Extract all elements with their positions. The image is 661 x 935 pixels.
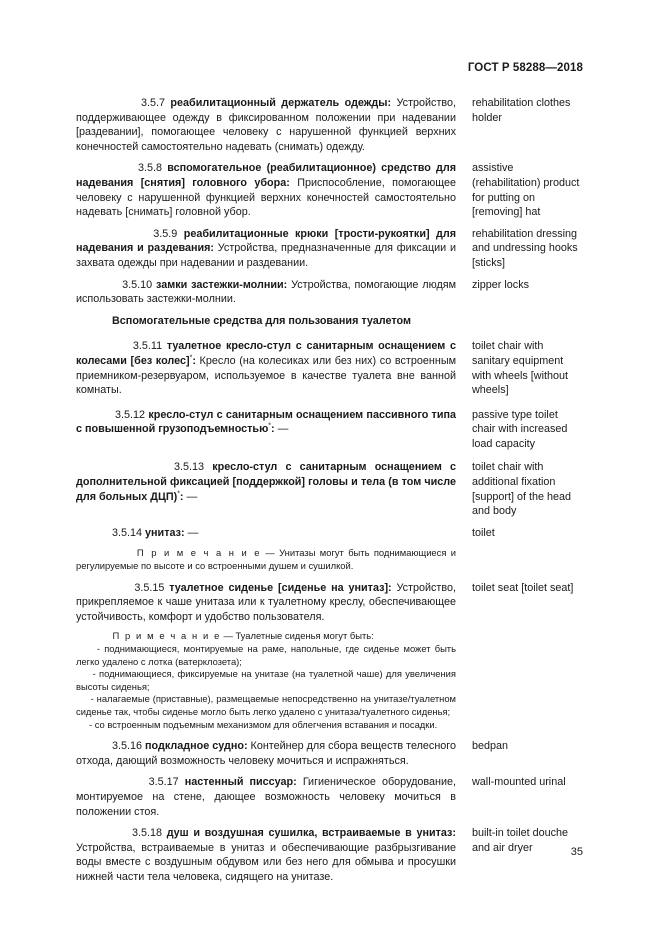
term-text: —: [187, 526, 199, 539]
term-definition-ru: [76, 581, 456, 625]
term-english: wall-mounted urinal: [472, 776, 566, 789]
term-definition-ru: 3.5.13 кресло-стул с санитарным оснащением с дополнительной фиксацией [поддержкой] головы и тела (в том числе для больных ДЦП)*: —: [76, 461, 456, 503]
term-definition-ru: [76, 96, 456, 154]
term-entry: [76, 227, 584, 271]
term-text: Устройства, встраиваемые в унитаз и обеспечивающие разбрызгивание воды вместе с воздушным обдувом или без него для обмыва и просушки нижней части тела человека, сидящего на унитазе.: [76, 841, 456, 883]
note-label: П р и м е ч а н и е: [136, 547, 262, 559]
term-number: 3.5.10: [122, 278, 153, 291]
footnote-mark: *: [268, 422, 272, 430]
term-name: настенный писсуар:: [184, 776, 297, 789]
term-definition-ru: 3.5.12 кресло-стул с санитарным оснащением пассивного типа с повышенной грузоподъемностью*: —: [76, 408, 457, 436]
term-name: реабилитационный держатель одежды:: [170, 97, 392, 109]
term-number: 3.5.15: [134, 581, 165, 594]
term-definition-ru: [76, 739, 456, 768]
term-number: 3.5.18: [131, 827, 163, 840]
note-head: [76, 630, 456, 643]
note: [76, 630, 456, 731]
note-item: - поднимающиеся, монтируемые на раме, напольные, где сиденье может быть легко удалено с лотка (ватерклозета);: [76, 643, 456, 667]
term-entry: [76, 408, 584, 452]
term-name: туалетное сиденье [сиденье на унитаз]:: [169, 581, 392, 594]
term-text: —: [277, 423, 289, 436]
term-number: 3.5.7: [140, 97, 165, 109]
term-definition-ru: [76, 278, 456, 307]
term-entry: [76, 526, 584, 541]
term-name: подкладное судно:: [145, 740, 248, 753]
term-text: Контейнер для сбора веществ телесного отхода, дающий возможность человеку мочиться и испражняться.: [76, 740, 456, 767]
footnote-mark: *: [177, 490, 180, 498]
term-number: 3.5.14: [112, 526, 143, 539]
note: [76, 547, 456, 572]
term-name: замки застежки-молнии:: [156, 278, 288, 291]
term-english: rehabilitation clothes holder: [472, 97, 571, 124]
term-text: —: [186, 490, 198, 503]
term-number: 3.5.12: [115, 408, 146, 421]
footnote-mark: *: [189, 354, 193, 362]
term-entry: [76, 161, 584, 219]
term-definition-ru: 3.5.11 туалетное кресло-стул с санитарным оснащением с колесами [без колес]*: Кресло (на колесиках или без них) со встроенным приемником-резервуаром, используемое в качестве туалета вне ванной комнаты.: [76, 340, 457, 397]
term-definition-ru: [76, 161, 456, 219]
page-content: [76, 96, 584, 885]
term-name: унитаз:: [145, 526, 185, 539]
note-label: П р и м е ч а н и е: [112, 630, 221, 642]
term-text: Кресло (на колесиках или без них) со встроенным приемником-резервуаром, используемое в качестве туалета вне ванной комнаты.: [76, 354, 456, 397]
term-definition-ru: [76, 775, 456, 819]
term-entry: [76, 339, 584, 397]
note-text: — Туалетные сиденья могут быть:: [223, 630, 374, 642]
term-entry: [76, 826, 584, 884]
term-english: passive type toilet chair with increased load capacity: [472, 408, 568, 450]
document-header: [468, 62, 583, 74]
term-number: 3.5.8: [138, 162, 163, 175]
term-text: Устройство, поддерживающее одежду в фиксированном положении при надевании [раздевании], помогающее человеку с нарушенной функцией верхних конечностей самостоятельно надевать (снимать) одежду.: [76, 97, 457, 153]
term-text: Гигиеническое оборудование, монтируемое на стене, дающее возможность человеку мочиться в положении стоя.: [76, 776, 457, 818]
section-heading: Вспомогательные средства для пользования туалетом: [112, 314, 411, 327]
term-name: кресло-стул с санитарным оснащением пассивного типа с повышенной грузоподъемностью: [76, 408, 457, 436]
term-number: 3.5.16: [112, 740, 143, 753]
term-text: Устройства, помогающие людям использовать застежки-молнии.: [76, 278, 457, 306]
term-number: 3.5.17: [148, 776, 179, 789]
term-entry: [76, 278, 584, 307]
term-name: душ и воздушная сушилка, встраиваемые в унитаз:: [166, 827, 457, 840]
term-text: Устройства, предназначенные для фиксации и захвата одежды при надевании и раздевании.: [76, 242, 456, 269]
term-english: toilet: [472, 526, 495, 539]
term-number: 3.5.9: [153, 227, 178, 240]
term-entry: [76, 739, 584, 768]
term-number: 3.5.11: [132, 340, 163, 353]
term-english: bedpan: [472, 740, 509, 753]
term-text: Устройство, прикрепляемое к чаше унитаза или к туалетному креслу, обеспечивающее устойчивость, комфорт и удобство пользователя.: [76, 581, 456, 623]
term-text: Приспособление, помогающее человеку с нарушенной функцией верхних конечностей самостоятельно надевать [снимать] головной убор.: [76, 176, 457, 219]
term-english: toilet chair with sanitary equipment with wheels [without wheels]: [472, 340, 569, 397]
term-english: zipper locks: [472, 278, 530, 291]
term-name: вспомогательное (реабилитационное) средство для надевания [снятия] головного убора:: [76, 162, 457, 189]
term-entry: [76, 581, 584, 625]
note-text: — Унитазы могут быть поднимающиеся и регулируемые по высоте и со встроенными душем и сушилкой.: [76, 547, 457, 572]
term-entry: [76, 96, 584, 154]
term-name: туалетное кресло-стул с санитарным оснащением с колесами [без колес]: [76, 340, 457, 367]
note-item: - со встроенным подъемным механизмом для облегчения вставания и посадки.: [89, 718, 438, 730]
term-entry: [76, 775, 584, 819]
term-definition-ru: [76, 826, 456, 884]
term-english: toilet chair with additional fixation [support] of the head and body: [472, 461, 572, 518]
standard-code: ГОСТ Р 58288—2018: [467, 62, 583, 74]
term-name: реабилитационные крюки [трости-рукоятки] для надевания и раздевания:: [76, 227, 457, 255]
note-item: - налагаемые (приставные), размещаемые непосредственно на унитазе/туалетном сиденье так, чтобы сиденье могло быть легко удалено с унитаза/туалетного сиденья;: [76, 693, 456, 717]
term-english: rehabilitation dressing and undressing hooks [sticks]: [472, 227, 578, 269]
term-definition-ru: [76, 227, 456, 271]
term-definition-ru: [76, 526, 456, 541]
term-english: built-in toilet douche and air dryer: [472, 827, 569, 854]
term-name: кресло-стул с санитарным оснащением с дополнительной фиксацией [поддержкой] головы и тела (в том числе для больных ДЦП): [76, 461, 456, 503]
term-entry: [76, 460, 584, 518]
term-english: assistive (rehabilitation) product for putting on [removing] hat: [472, 162, 580, 219]
term-number: 3.5.13: [174, 461, 205, 474]
page-number: 35: [570, 846, 583, 858]
note-item: - поднимающиеся, фиксируемые на унитазе (на туалетной чаше) для увеличения высоты сиденья;: [76, 668, 456, 692]
term-english: toilet seat [toilet seat]: [472, 581, 574, 594]
